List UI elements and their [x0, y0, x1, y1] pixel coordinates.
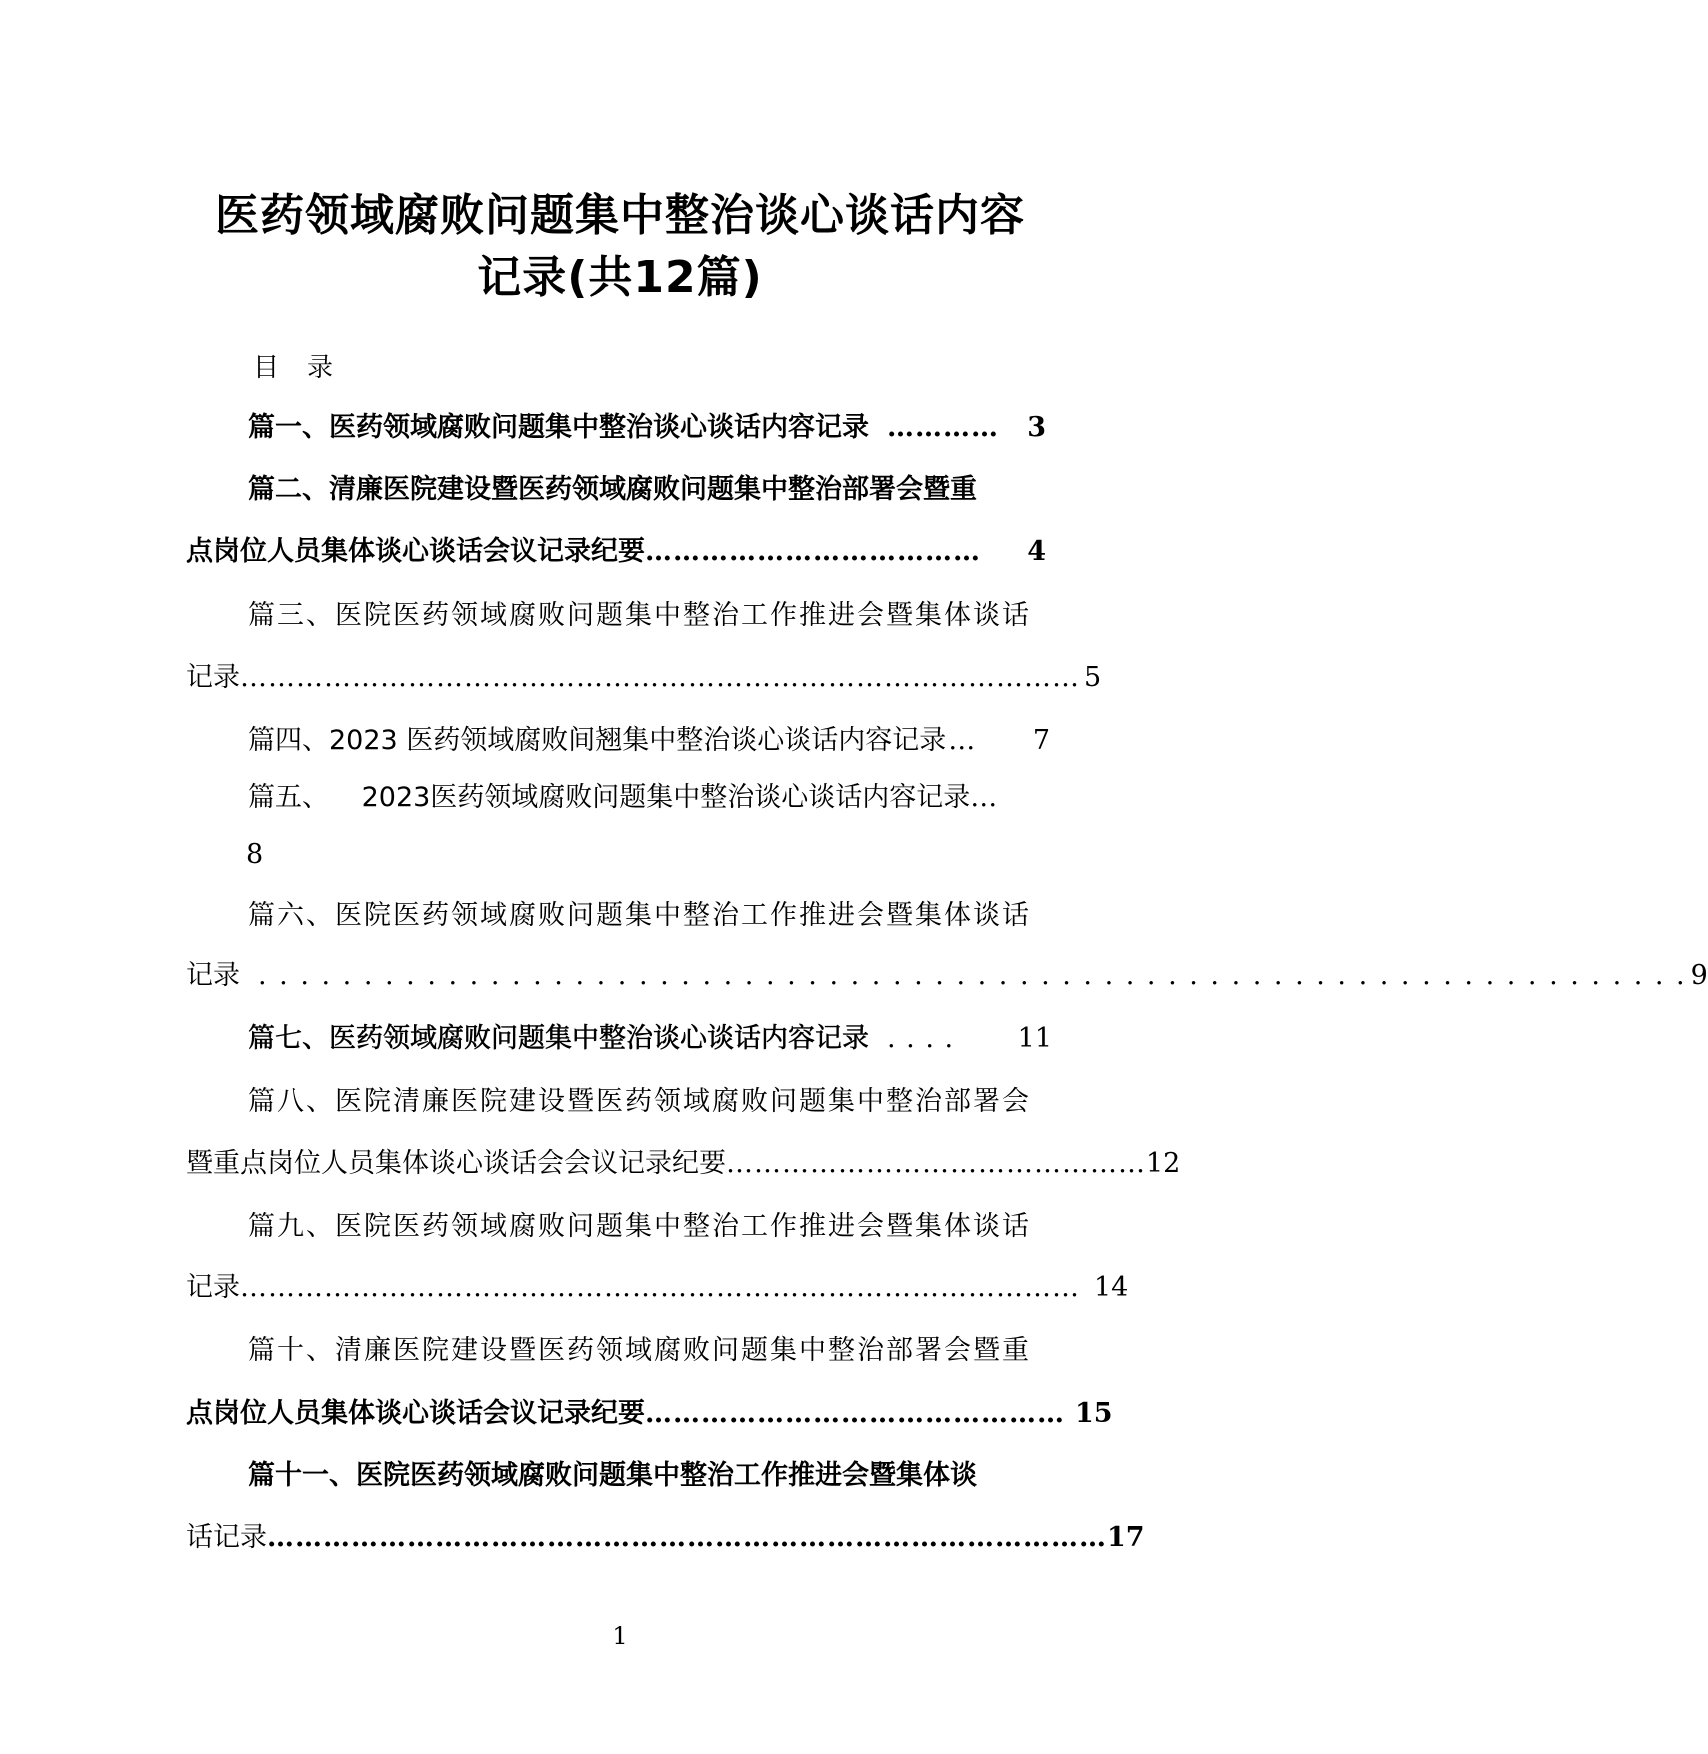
toc-entry-text: 话记录: [186, 1522, 267, 1553]
toc-page-number: 7: [1032, 725, 1050, 756]
toc-leader: …: [970, 782, 999, 813]
toc-entry-1[interactable]: [248, 408, 1046, 448]
toc-entry-6-line-1[interactable]: [248, 896, 1052, 936]
toc-entry-text: 篇九、医院医药领域腐败问题集中整治工作推进会暨集体谈话: [248, 1211, 1031, 1242]
toc-entry-text: 篇二、清廉医院建设暨医药领域腐败问题集中整治部署会暨重: [248, 474, 977, 505]
toc-heading: 目录: [253, 353, 362, 383]
title-line-1: 医药领域腐败问题集中整治谈心谈话内容: [215, 190, 1025, 241]
toc-entry-text: 篇三、医院医药领域腐败问题集中整治工作推进会暨集体谈话: [248, 600, 1031, 631]
toc-entry-text: 点岗位人员集体谈心谈话会议记录纪要: [186, 1398, 645, 1429]
toc-page-number: 8: [246, 839, 264, 870]
toc-leader: …: [948, 725, 977, 756]
toc-entry-8-line-1[interactable]: [248, 1082, 1052, 1122]
toc-entry-2-line-1[interactable]: [248, 470, 1048, 510]
toc-entry-11-line-1[interactable]: [248, 1456, 1052, 1496]
toc-page-number: 3: [1027, 412, 1046, 443]
toc-entry-4[interactable]: [248, 721, 1050, 761]
toc-page-number: 11: [1017, 1023, 1052, 1054]
title-line-2: 记录(共12篇): [477, 252, 763, 303]
toc-leader: ………………………………………………………………………………: [240, 662, 1080, 693]
toc-entry-5-line-1[interactable]: [248, 778, 1052, 818]
toc-entry-8-line-2[interactable]: [186, 1144, 1181, 1184]
toc-entry-6-line-2[interactable]: [186, 956, 1708, 996]
toc-page-number: 15: [1075, 1398, 1113, 1429]
toc-entry-11-line-2[interactable]: [186, 1518, 1145, 1558]
toc-leader: . . . . . . . . . . . . . . . . . . . . . . . . . . . . . . . . . . . . . . . . . . . . . . . . . . . . . . . . . . . . . . . . . . . .: [258, 960, 1687, 991]
toc-page-number: 9: [1690, 960, 1708, 991]
toc-page-number: 17: [1107, 1522, 1145, 1553]
toc-leader: ………………………………………………………………………………: [240, 1272, 1080, 1303]
document-title: [0, 186, 1240, 308]
toc-leader: ………………………………: [645, 536, 981, 567]
toc-leader: ………………………………………: [726, 1148, 1146, 1179]
toc-page-number: 5: [1084, 662, 1102, 693]
toc-entry-text: 篇一、医药领域腐败问题集中整治谈心谈话内容记录: [248, 412, 869, 443]
toc-entry-10-line-2[interactable]: [186, 1394, 1113, 1434]
toc-entry-9-line-1[interactable]: [248, 1207, 1052, 1247]
toc-page-number: 4: [1027, 536, 1046, 567]
toc-entry-9-line-2[interactable]: [186, 1268, 1129, 1308]
page-number: 1: [612, 1622, 628, 1650]
toc-entry-text: 篇六、医院医药领域腐败问题集中整治工作推进会暨集体谈话: [248, 900, 1031, 931]
toc-leader: ………………………………………………………………………………: [267, 1522, 1107, 1553]
toc-entry-text: 记录: [186, 960, 240, 991]
toc-entry-2-line-2[interactable]: [186, 532, 1046, 572]
toc-entry-text: 篇四、2023 医药领域腐败间翘集中整治谈心谈话内容记录: [248, 725, 947, 756]
toc-leader: ………………………………………: [645, 1398, 1065, 1429]
toc-leader: …………: [887, 412, 999, 443]
toc-entry-text: 暨重点岗位人员集体谈心谈话会会议记录纪要: [186, 1148, 726, 1179]
toc-page-number: 12: [1146, 1148, 1181, 1179]
toc-entry-text: 篇八、医院清廉医院建设暨医药领域腐败问题集中整治部署会: [248, 1086, 1031, 1117]
toc-entry-text: 篇五、 2023医药领域腐败问题集中整治谈心谈话内容记录: [248, 782, 971, 813]
toc-page-number: 14: [1094, 1272, 1129, 1303]
toc-entry-text: 篇十、清廉医院建设暨医药领域腐败问题集中整治部署会暨重: [248, 1335, 1031, 1366]
toc-entry-3-line-1[interactable]: [248, 596, 1052, 636]
toc-entry-text: 记录: [186, 662, 240, 693]
toc-entry-text: 点岗位人员集体谈心谈话会议记录纪要: [186, 536, 645, 567]
toc-entry-text: 篇七、医药领域腐败问题集中整治谈心谈话内容记录: [248, 1023, 869, 1054]
toc-entry-text: 篇十一、医院医药领域腐败问题集中整治工作推进会暨集体谈: [248, 1460, 977, 1491]
toc-leader: . . . .: [887, 1023, 955, 1054]
toc-entry-7[interactable]: [248, 1019, 1052, 1059]
toc-entry-3-line-2[interactable]: [186, 658, 1102, 698]
toc-entry-10-line-1[interactable]: [248, 1331, 1052, 1371]
toc-entry-5-line-2[interactable]: [246, 835, 306, 875]
toc-entry-text: 记录: [186, 1272, 240, 1303]
